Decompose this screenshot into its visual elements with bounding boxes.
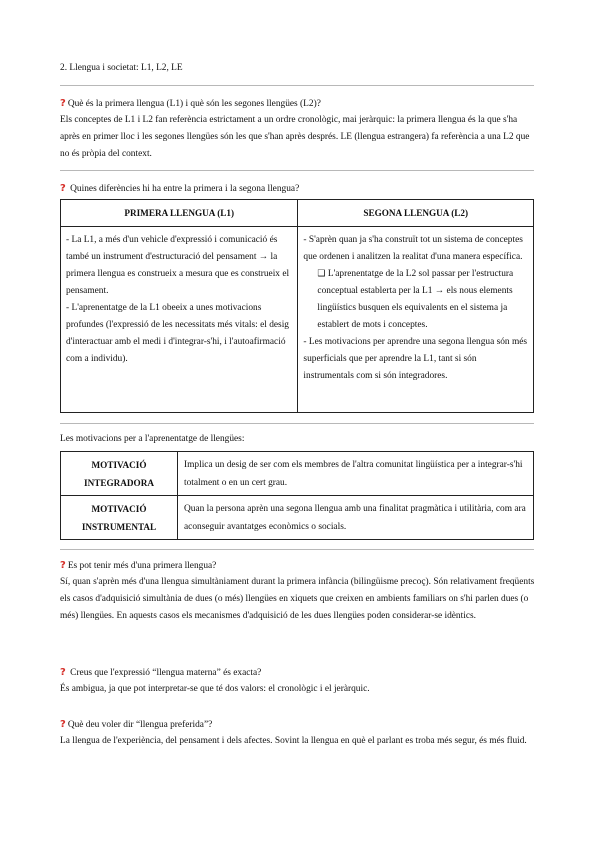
motivation-instrumental-desc: Quan la persona aprèn una segona llengua amb una finalitat pragmàtica i utilitària, com ara aconseguir avantatges econòmics o socials.: [178, 496, 534, 540]
question-3: [60, 557, 538, 575]
l1-l2-comparison-table: [60, 199, 534, 413]
table-cell-l2: [298, 227, 534, 413]
table-row: [61, 452, 534, 496]
question-mark-icon: ?: [60, 560, 66, 571]
l2-subitem-text: L'aprenentatge de la L2 sol passar per l'estructura conceptual establerta per la L1 → els nous elements lingüístics busquen els equivalents en el sistema ja establert de mots i conceptes.: [317, 269, 514, 330]
question-4-text: Creus que l'expressió “llengua materna” és exacta?: [70, 668, 262, 678]
section-title: 2. Llengua i societat: L1, L2, LE: [60, 63, 183, 73]
question-5: [60, 716, 538, 734]
table-header-row: [61, 200, 534, 227]
motivation-integradora-label: MOTIVACIÓ INTEGRADORA: [61, 452, 178, 496]
question-5-text: Què deu voler dir “llengua preferida”?: [67, 720, 213, 730]
question-mark-icon: ?: [60, 667, 66, 678]
question-3-text: Es pot tenir més d'una primera llengua?: [67, 561, 217, 571]
question-mark-icon: ?: [60, 98, 66, 109]
motivation-instrumental-label: MOTIVACIÓ INSTRUMENTAL: [61, 496, 178, 540]
l1-item-2: - L'aprenentatge de la L1 obeeix a unes motivacions profundes (l'expressió de les necessitats més vitals: el desig d'interactuar amb el medi i d'integrar-s'hi, i l'autoafirmació com a individu).: [66, 303, 289, 364]
answer-1: Els conceptes de L1 i L2 fan referència estrictament a un ordre cronològic, mai jeràrquic: la primera llengua és la que s'ha après en primer lloc i les segones llengües són les que s'han après després. LE (llengua estrangera) fa referència a una L2 que no és pròpia del context.: [60, 115, 530, 159]
l2-subitem: [303, 266, 529, 334]
table-cell-l1: [61, 227, 298, 413]
question-mark-icon: ?: [60, 183, 66, 194]
answer-3: Sí, quan s'aprèn més d'una llengua simultàniament durant la primera infància (bilingüisme precoç). Són relativament freqüents els casos d'adquisició simultània de dues (o més) llengües en xiquets que creixen en ambients familiars on s'hi parlen dues (o més) llengües. En aquests casos els mecanismes d'adquisició de les dues llengües poden considerar-se idèntics.: [60, 577, 535, 621]
table-header-l1: PRIMERA LLENGUA (L1): [61, 200, 298, 227]
question-2: [60, 180, 538, 198]
question-1: [60, 95, 538, 113]
question-1-text: Què és la primera llengua (L1) i què són les segones llengües (L2)?: [67, 99, 321, 109]
divider: [60, 85, 534, 86]
question-4: [60, 664, 538, 682]
divider: [60, 170, 534, 171]
l2-item-2: - Les motivacions per aprendre una segona llengua són més superficials que per aprendre la L1, tant si són instrumentals com si són integradores.: [303, 337, 528, 381]
motivation-integradora-desc: Implica un desig de ser com els membres de l'altra comunitat lingüística per a integrar-s'hi totalment o en un cert grau.: [178, 452, 534, 496]
l1-item-1: - La L1, a més d'un vehicle d'expressió i comunicació és també un instrument d'estructuració del pensament → la primera llengua es construeix a mesura que es construeix el pensament.: [66, 235, 290, 296]
l2-item-1: - S'aprèn quan ja s'ha construït tot un sistema de conceptes que ordenen i analitzen la realitat d'una manera específica.: [303, 235, 523, 262]
checkbox-bullet-icon: ❑: [317, 269, 326, 279]
table-row: [61, 227, 534, 413]
divider: [60, 549, 534, 550]
table-row: [61, 496, 534, 540]
divider: [60, 423, 534, 424]
question-2-text: Quines diferències hi ha entre la primera i la segona llengua?: [70, 184, 300, 194]
answer-5: La llengua de l'experiència, del pensament i dels afectes. Sovint la llengua en què el parlant es troba més segur, és més fluid.: [60, 736, 527, 746]
table-header-l2: SEGONA LLENGUA (L2): [298, 200, 534, 227]
question-mark-icon: ?: [60, 719, 66, 730]
motivations-table: [60, 451, 534, 540]
answer-4: És ambigua, ja que pot interpretar-se que té dos valors: el cronològic i el jeràrquic.: [60, 684, 370, 694]
motivations-intro: Les motivacions per a l'aprenentatge de llengües:: [60, 434, 245, 444]
